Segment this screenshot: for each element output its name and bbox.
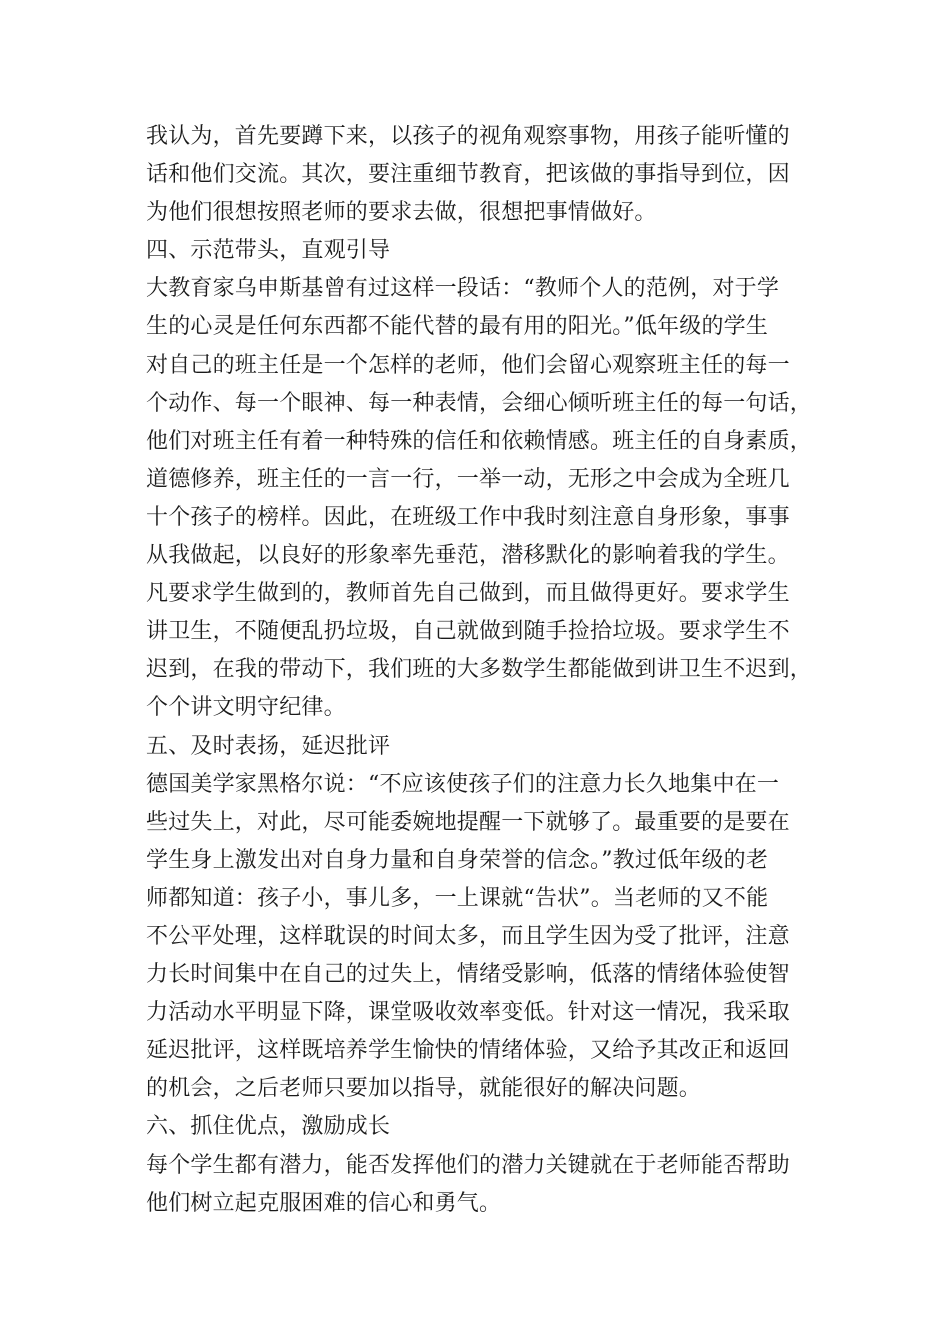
- text-line: 每个学生都有潜力，能否发挥他们的潜力关键就在于老师能否帮助: [146, 1152, 790, 1178]
- text-line: 些过失上，对此，尽可能委婉地提醒一下就够了。最重要的是要在: [146, 809, 790, 835]
- text-line: 讲卫生，不随便乱扔垃圾，自己就做到随手捡拾垃圾。要求学生不: [146, 619, 790, 645]
- text-line: 师都知道：孩子小，事儿多，一上课就“告状”。当老师的又不能: [146, 885, 769, 911]
- text-line: 力长时间集中在自己的过失上，情绪受影响，低落的情绪体验使智: [146, 962, 790, 988]
- text-line: 为他们很想按照老师的要求去做，很想把事情做好。: [146, 200, 657, 226]
- section-heading: 五、及时表扬，延迟批评: [146, 733, 391, 759]
- text-line: 大教育家乌申斯基曾有过这样一段话：“教师个人的范例，对于学: [146, 276, 780, 302]
- text-line: 对自己的班主任是一个怎样的老师，他们会留心观察班主任的每一: [146, 352, 790, 378]
- text-line: 他们对班主任有着一种特殊的信任和依赖情感。班主任的自身素质，: [146, 428, 813, 454]
- section-heading: 六、抓住优点，激励成长: [146, 1114, 391, 1140]
- text-line: 延迟批评，这样既培养学生愉快的情绪体验，又给予其改正和返回: [146, 1038, 790, 1064]
- section-heading: 四、示范带头，直观引导: [146, 238, 391, 264]
- text-line: 的机会，之后老师只要加以指导，就能很好的解决问题。: [146, 1076, 702, 1102]
- text-line: 德国美学家黑格尔说：“不应该使孩子们的注意力长久地集中在一: [146, 771, 780, 797]
- body-text: [146, 118, 813, 1223]
- text-line: 他们树立起克服困难的信心和勇气。: [146, 1190, 502, 1216]
- text-line: 十个孩子的榜样。因此，在班级工作中我时刻注意自身形象，事事: [146, 504, 790, 530]
- text-line: 从我做起，以良好的形象率先垂范，潜移默化的影响着我的学生。: [146, 543, 790, 569]
- text-line: 凡要求学生做到的，教师首先自己做到，而且做得更好。要求学生: [146, 581, 790, 607]
- text-line: 不公平处理，这样耽误的时间太多，而且学生因为受了批评，注意: [146, 923, 790, 949]
- text-line: 学生身上激发出对自身力量和自身荣誉的信念。”教过低年级的老: [146, 847, 769, 873]
- text-line: 生的心灵是任何东西都不能代替的最有用的阳光。”低年级的学生: [146, 314, 769, 340]
- text-line: 迟到，在我的带动下，我们班的大多数学生都能做到讲卫生不迟到，: [146, 657, 813, 683]
- text-line: 我认为，首先要蹲下来，以孩子的视角观察事物，用孩子能听懂的: [146, 124, 790, 149]
- text-line: 个动作、每一个眼神、每一种表情，会细心倾听班主任的每一句话，: [146, 390, 813, 416]
- text-line: 个个讲文明守纪律。: [146, 695, 346, 721]
- text-line: 力活动水平明显下降，课堂吸收效率变低。针对这一情况，我采取: [146, 1000, 790, 1026]
- text-line: 道德修养，班主任的一言一行，一举一动，无形之中会成为全班几: [146, 466, 790, 492]
- text-line: 话和他们交流。其次，要注重细节教育，把该做的事指导到位，因: [146, 162, 790, 188]
